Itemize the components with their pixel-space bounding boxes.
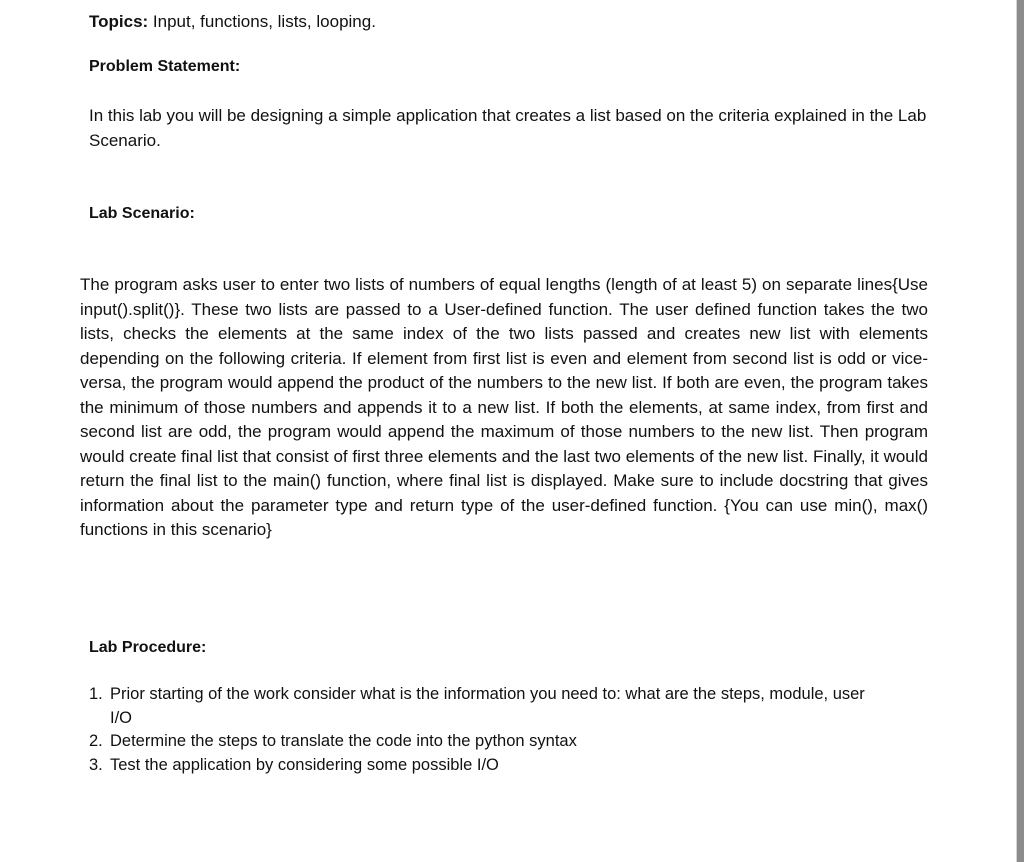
step-number: 2.: [89, 732, 103, 750]
step-text: Prior starting of the work consider what is the information you need to: what are the steps, module, user I/O: [110, 685, 865, 727]
step-number: 3.: [89, 755, 103, 774]
lab-scenario-text: The program asks user to enter two lists of numbers of equal lengths (length of at least 5) on separate lines{Use input().split()}. These two lists are passed to a User-defined function. The user defined function takes the two lists, checks the elements at the same index of the two lists passed and creates new list with elements depending on the following criteria. If element from first list is even and element from second list is odd or vice-versa, the program would append the product of the numbers to the new list. If both are even, the program takes the minimum of those numbers and appends it to a new list. If both the elements, at same index, from first and second list are odd, the program would append the maximum of those numbers to the new list. Then program would create final list that consist of first three elements and the last two elements of the new list. Finally, it would return the final list to the main() function, where final list is displayed. Make sure to include docstring that gives information about the parameter type and return type of the user-defined function. {You can use min(), max() functions in this scenario}: [80, 275, 928, 539]
topics-text: Input, functions, lists, looping.: [148, 12, 376, 31]
procedure-step-list: [89, 683, 889, 777]
problem-statement-heading: Problem Statement:: [89, 58, 241, 75]
step-text: Determine the steps to translate the code into the python syntax: [110, 732, 577, 750]
lab-scenario-heading: Lab Scenario:: [89, 205, 195, 222]
step-number: 1.: [89, 685, 103, 703]
procedure-step: [89, 683, 889, 730]
problem-statement-text: In this lab you will be designing a simple application that creates a list based on the criteria explained in the Lab Scenario.: [89, 106, 927, 150]
topics-line: [89, 11, 376, 33]
procedure-step: [89, 754, 889, 778]
procedure-step: [89, 730, 889, 754]
lab-procedure-heading: Lab Procedure:: [89, 639, 207, 656]
step-text: Test the application by considering some possible I/O: [110, 755, 499, 774]
topics-label: Topics:: [89, 12, 149, 31]
page-edge-border: [1017, 0, 1024, 862]
